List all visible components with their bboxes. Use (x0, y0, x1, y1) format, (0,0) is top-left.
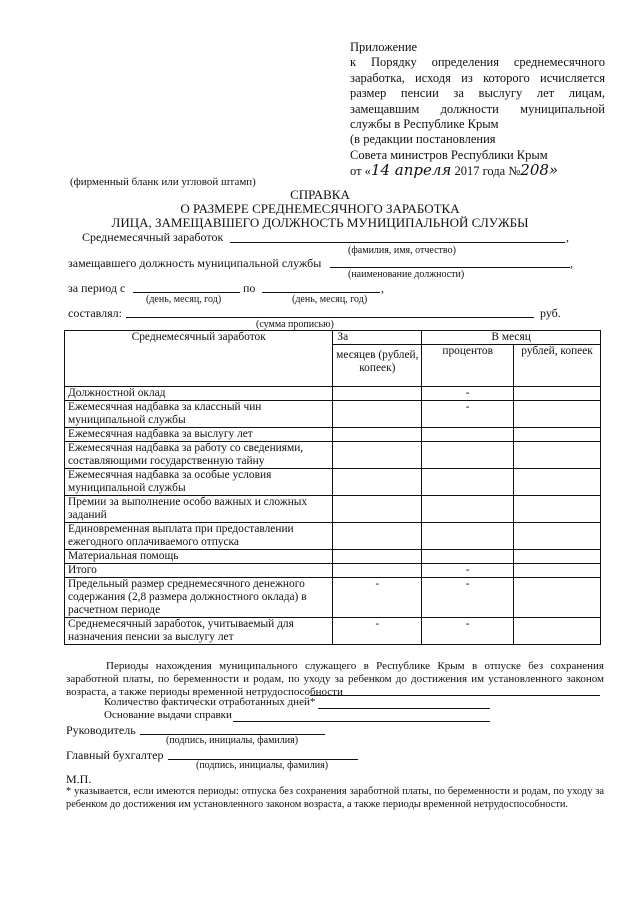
periods-note (66, 660, 604, 699)
cell[interactable]: - (422, 578, 514, 618)
cell[interactable] (333, 564, 422, 578)
row-label: Среднемесячный заработок, учитываемый для назначения пенсии за выслугу лет (65, 618, 333, 645)
earnings-label: Среднемесячный заработок (82, 230, 224, 244)
table-row (65, 401, 601, 428)
col-header-earnings: Среднемесячный заработок (65, 331, 333, 387)
row-label: Должностной оклад (65, 387, 333, 401)
cell[interactable] (422, 469, 514, 496)
period-from-field[interactable] (133, 292, 240, 293)
period-label: за период с (68, 281, 126, 295)
period-to-label: по (243, 281, 256, 295)
cell[interactable]: - (422, 387, 514, 401)
appendix-title: Приложение (350, 40, 418, 54)
cell[interactable] (422, 523, 514, 550)
head-hint: (подпись, инициалы, фамилия) (166, 735, 299, 746)
cell[interactable] (333, 469, 422, 496)
cell[interactable] (514, 550, 601, 564)
amount-unit: руб. (540, 306, 561, 320)
row-label: Ежемесячная надбавка за выслугу лет (65, 428, 333, 442)
fio-field[interactable] (230, 242, 565, 243)
col-header-rubles: рублей, копеек (514, 345, 601, 387)
periods-text: Периоды нахождения муниципального служащего в Республике Крым в отпуске без сохранения заработной платы, по беременности и родам, по уходу за ребенком до достижения им установленного законом возраста, а также периоды временной нетрудоспособности (66, 660, 604, 698)
appendix-line: размер пенсии за выслугу лет лицам, (350, 86, 605, 101)
amount-label: составлял: (68, 306, 123, 320)
accountant-hint: (подпись, инициалы, фамилия) (196, 760, 329, 771)
cell[interactable] (514, 469, 601, 496)
appendix-line: Совета министров Республики Крым (350, 147, 548, 162)
cell[interactable] (333, 550, 422, 564)
col-header-months-top: За (333, 331, 421, 345)
cell[interactable] (514, 523, 601, 550)
seal-label: М.П. (66, 772, 92, 786)
basis-label: Основание выдачи справки (104, 709, 232, 721)
doc-title: СПРАВКА (290, 187, 350, 202)
days-label: Количество фактически отработанных дней* (104, 696, 316, 708)
col-header-months-bottom: месяцев (рублей, копеек) (336, 349, 419, 374)
amount-field[interactable] (126, 317, 534, 318)
appendix-line: замещавшим должности муниципальной (350, 101, 605, 116)
col-header-months (333, 331, 422, 387)
amount-hint: (сумма прописью) (256, 319, 334, 330)
row-label: Ежемесячная надбавка за особые условия муниципальной службы (65, 469, 333, 496)
earnings-table (64, 330, 601, 645)
cell[interactable] (333, 428, 422, 442)
cell[interactable] (422, 496, 514, 523)
cell[interactable]: - (422, 618, 514, 645)
cell[interactable] (333, 442, 422, 469)
cell[interactable] (333, 523, 422, 550)
handwritten-date: 14 апреля (370, 161, 452, 180)
table-row (65, 428, 601, 442)
doc-subtitle-2: ЛИЦА, ЗАМЕЩАВШЕГО ДОЛЖНОСТЬ МУНИЦИПАЛЬНОЙ СЛУЖБЫ (111, 215, 529, 230)
cell[interactable] (333, 401, 422, 428)
cell[interactable] (333, 387, 422, 401)
appendix-block (350, 40, 605, 180)
row-label: Ежемесячная надбавка за классный чин муниципальной службы (65, 401, 333, 428)
table-row (65, 523, 601, 550)
doc-subtitle-1: О РАЗМЕРЕ СРЕДНЕМЕСЯЧНОГО ЗАРАБОТКА (180, 201, 460, 216)
appendix-date-line: от «14 апреля 2017 года №208» (350, 161, 559, 180)
basis-field[interactable] (233, 721, 490, 722)
cell[interactable] (514, 578, 601, 618)
row-label: Материальная помощь (65, 550, 333, 564)
col-header-percent: процентов (422, 345, 514, 387)
appendix-line: заработка, исходя из которого исчисляется (350, 70, 605, 85)
cell[interactable] (422, 442, 514, 469)
cell[interactable] (333, 496, 422, 523)
cell[interactable] (422, 550, 514, 564)
cell[interactable]: - (422, 564, 514, 578)
date-suffix: 2017 года № (451, 164, 521, 179)
cell[interactable] (514, 387, 601, 401)
days-field[interactable] (318, 708, 490, 709)
date-hint-from: (день, месяц, год) (146, 294, 222, 305)
stamp-note: (фирменный бланк или угловой штамп) (70, 176, 256, 188)
table-row (65, 578, 601, 618)
cell[interactable]: - (333, 618, 422, 645)
date-prefix: от « (350, 164, 371, 179)
cell[interactable] (514, 401, 601, 428)
row-label: Единовременная выплата при предоставлении ежегодного оплачиваемого отпуска (65, 523, 333, 550)
cell[interactable] (514, 618, 601, 645)
head-label: Руководитель (66, 723, 136, 737)
appendix-line: к Порядку определения среднемесячного (350, 55, 605, 70)
row-label: Итого (65, 564, 333, 578)
table-row (65, 564, 601, 578)
row-label: Премии за выполнение особо важных и сложных заданий (65, 496, 333, 523)
position-label: замещавшего должность муниципальной службы (68, 256, 322, 270)
appendix-line: службы в Республике Крым (350, 117, 499, 132)
table-row (65, 469, 601, 496)
accountant-label: Главный бухгалтер (66, 748, 164, 762)
table-row (65, 387, 601, 401)
cell[interactable] (514, 564, 601, 578)
row-label: Предельный размер среднемесячного денежного содержания (2,8 размера должностного оклада) в расчетном периоде (65, 578, 333, 618)
row-label: Ежемесячная надбавка за работу со сведениями, составляющими государственную тайну (65, 442, 333, 469)
cell[interactable]: - (422, 401, 514, 428)
periods-field[interactable] (310, 695, 600, 696)
table-row (65, 496, 601, 523)
table-row (65, 618, 601, 645)
period-to-field[interactable] (262, 292, 380, 293)
col-header-monthly: В месяц (422, 331, 601, 345)
cell[interactable]: - (333, 578, 422, 618)
date-hint-to: (день, месяц, год) (292, 294, 368, 305)
footnote: * указывается, если имеются периоды: отпуска без сохранения заработной платы, по беременности и родам, по уходу за ребенком до достижения им установленного законом возраста, а также периоды временной нетрудоспособности. (66, 786, 604, 810)
appendix-line: (в редакции постановления (350, 132, 496, 147)
cell[interactable] (422, 428, 514, 442)
position-field[interactable] (330, 267, 570, 268)
table-row (65, 550, 601, 564)
cell[interactable] (514, 442, 601, 469)
cell[interactable] (514, 496, 601, 523)
handwritten-number: 208 (520, 161, 549, 180)
cell[interactable] (514, 428, 601, 442)
fio-hint: (фамилия, имя, отчество) (348, 245, 456, 256)
position-hint: (наименование должности) (348, 269, 465, 280)
table-row (65, 442, 601, 469)
